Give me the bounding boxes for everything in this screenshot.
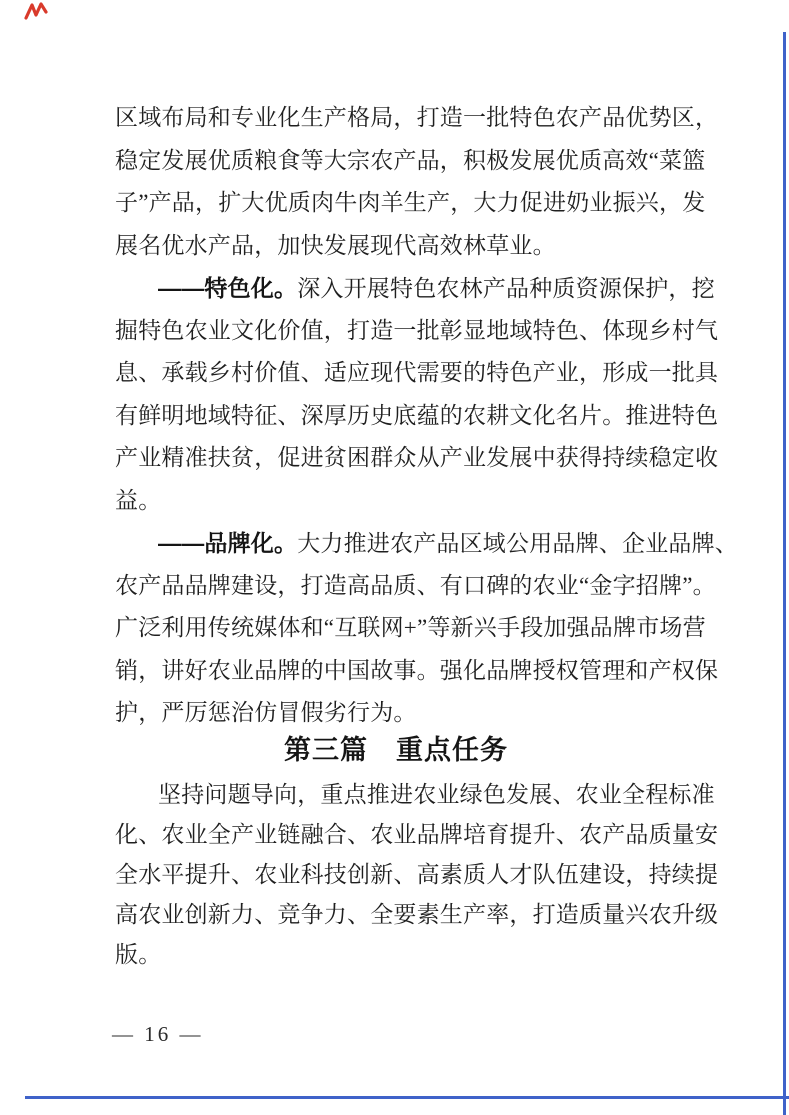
body-text-line: 产业精准扶贫，促进贫困群众从产业发展中获得持续稳定收 (115, 445, 719, 470)
red-pen-mark-icon (23, 2, 49, 21)
body-text-line: 农产品品牌建设，打造高品质、有口碑的农业“金字招牌”。 (115, 572, 716, 598)
body-text-line: 化、农业全产业链融合、农业品牌培育提升、农产品质量安 (115, 822, 719, 847)
body-text-line: 广泛利用传统媒体和“互联网+”等新兴手段加强品牌市场营 (115, 615, 706, 640)
body-text-line: 区域布局和专业化生产格局，打造一批特色农产品优势区， (115, 105, 719, 130)
body-text-line: 销，讲好农业品牌的中国故事。强化品牌授权管理和产权保 (115, 657, 719, 683)
body-text-line: 稳定发展优质粮食等大宗农产品，积极发展优质高效“菜篮 (115, 147, 706, 173)
body-text-line-paragraph-start (115, 267, 715, 310)
body-text-line: 子”产品，扩大优质肉牛肉羊生产，大力促进奶业振兴，发 (115, 190, 706, 215)
body-text-span: 深入开展特色农林产品种质资源保护，挖 (297, 276, 715, 301)
blue-border-line-right (783, 32, 786, 1115)
blue-border-line-bottom (25, 1096, 789, 1099)
body-text-line-paragraph-start: 坚持问题导向，重点推进农业绿色发展、农业全程标准 (158, 782, 715, 807)
body-text-line: 全水平提升、农业科技创新、高素质人才队伍建设，持续提 (115, 862, 719, 887)
body-text-line: 益。 (115, 487, 162, 513)
body-text-line: 护，严厉惩治仿冒假劣行为。 (115, 700, 417, 725)
body-text-line: 有鲜明地域特征、深厚历史底蕴的农耕文化名片。推进特色 (115, 402, 719, 428)
body-text-line: 高农业创新力、竞争力、全要素生产率，打造质量兴农升级 (115, 902, 719, 927)
bold-lead-pinpaihua: ——品牌化。 (158, 530, 298, 556)
body-text-line: 息、承载乡村价值、适应现代需要的特色产业，形成一批具 (115, 360, 719, 385)
body-text-span: 大力推进农产品区域公用品牌、企业品牌、 (297, 531, 739, 556)
body-text-line: 版。 (115, 942, 162, 967)
page-number: — 16 — (112, 1022, 204, 1046)
section-heading: 第三篇 重点任务 (284, 735, 508, 765)
body-text-block-top (115, 97, 739, 735)
body-text-line: 掘特色农业文化价值，打造一批彰显地域特色、体现乡村气 (115, 317, 719, 343)
body-text-line: 展名优水产品，加快发展现代高效林草业。 (115, 232, 556, 258)
bold-lead-tesehua: ——特色化。 (158, 275, 298, 301)
body-text-line-paragraph-start (115, 522, 739, 565)
body-text-block-bottom (115, 775, 719, 975)
